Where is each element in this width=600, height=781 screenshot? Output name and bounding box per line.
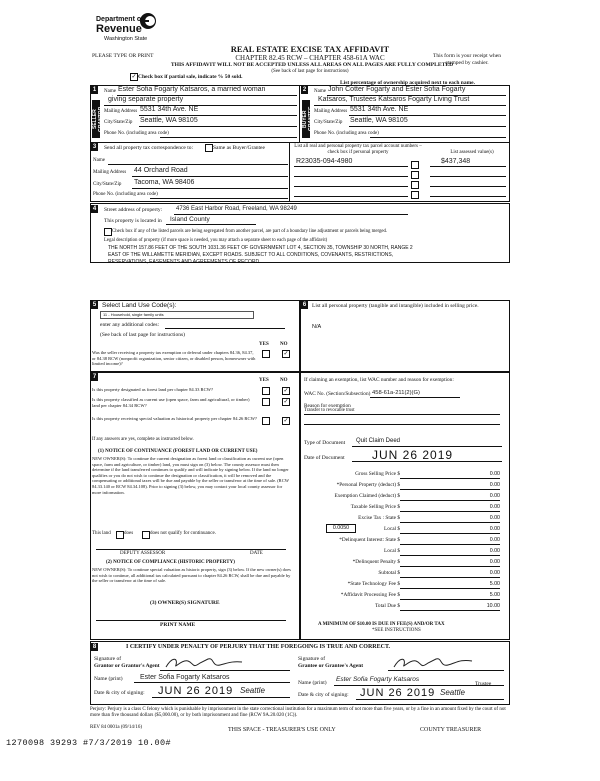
subtotal-label: Subtotal $ [378, 570, 400, 576]
notice2-text: NEW OWNER(S): To continue special valuation as historic property, sign (3) below. If the new owner(s) does not wish to continue, all additional tax calculated pursuant to chapter 84.26 RCW, shall be due and payable by the seller or transferor at the time of sale. [92, 567, 291, 584]
land-use-see-back: (See back of last page for instructions) [100, 332, 185, 338]
does-checkbox[interactable] [116, 531, 124, 539]
exemption-claimed-label: Exemption Claimed (deduct) $ [334, 493, 400, 499]
grantor-signature[interactable] [162, 655, 272, 671]
corr-name-label: Name [93, 158, 105, 163]
legal-label: Legal description of property (if more space is needed, you may attach a separate sheet to each page of the affidavit) [104, 238, 328, 243]
treasurer-space: THIS SPACE - TREASURER'S USE ONLY [228, 727, 336, 733]
form-title: REAL ESTATE EXCISE TAX AFFIDAVIT [230, 44, 390, 54]
see-back-note: (See back of last page for instructions) [271, 69, 349, 74]
print-name-label: PRINT NAME [160, 622, 196, 628]
grantor-name[interactable]: Ester Sofia Fogarty Katsaros [140, 674, 230, 681]
assessed-value[interactable]: $437,348 [441, 158, 471, 165]
local-rate-field[interactable]: 0.0050 [326, 524, 356, 533]
parcel-number[interactable]: R23035-094-4980 [296, 158, 353, 165]
personal-property-checkbox-1[interactable] [411, 161, 419, 169]
seller-name-line1[interactable]: Ester Sofia Fogarty Katsaros, a married woman [118, 86, 266, 93]
section-1-number: 1 [92, 87, 97, 93]
does-not-checkbox[interactable] [142, 531, 150, 539]
buyer-phone-label: Phone No. (including area code) [314, 131, 379, 136]
doc-date-label: Date of Document [304, 455, 345, 461]
forest-q1-no-checkbox[interactable]: ✓ [283, 388, 289, 394]
exemption-yes-checkbox[interactable] [262, 350, 270, 358]
delinquent-interest-local-value[interactable]: 0.00 [489, 548, 500, 554]
buyer-mailing-label: Mailing Address [314, 109, 348, 114]
does-not-label: does not qualify for continuance. [150, 531, 216, 536]
street-label: Street address of property: [104, 207, 163, 213]
county[interactable]: Island County [170, 216, 210, 223]
buyer-city[interactable]: Seattle, WA 98105 [350, 117, 408, 124]
grantee-name-label: Name (print) [298, 680, 327, 686]
wac-label: WAC No. (Section/Subsection) [304, 391, 371, 397]
processing-fee-value[interactable]: 5.00 [489, 592, 500, 598]
this-land-label: This land [92, 531, 111, 536]
delinquent-penalty-label: *Delinquent Penalty $ [352, 559, 400, 565]
grantor-city[interactable]: Seattle [240, 686, 265, 695]
form-chapter: CHAPTER 82.45 RCW – CHAPTER 458-61A WAC [235, 54, 385, 62]
personal-property-checkbox-4[interactable] [411, 191, 419, 199]
partial-sale-checkbox[interactable]: ✓ [131, 74, 137, 80]
agency-line1: Department of [96, 16, 144, 23]
land-use-yes-header: YES [259, 342, 269, 347]
taxable-price-label: Taxable Selling Price $ [350, 504, 400, 510]
owner-signature-label: (3) OWNER(S) SIGNATURE [150, 600, 220, 606]
forest-no-header: NO [280, 378, 288, 383]
corr-city[interactable]: Tacoma, WA 98406 [134, 179, 195, 186]
section-3-number: 3 [92, 144, 97, 150]
excise-state-label: Excise Tax : State $ [358, 515, 400, 521]
buyer-mailing[interactable]: 5531 34th Ave. NE [350, 106, 409, 113]
receipt-note: This form is your receipt when stamped by cashier. [433, 53, 501, 66]
section-2-number: 2 [302, 87, 307, 93]
personal-property-checkbox-2[interactable] [411, 171, 419, 179]
exemption-label: If claiming an exemption, list WAC number and reason for exemption: [304, 377, 454, 383]
agency-line3: Washington State [104, 36, 148, 42]
grantee-suffix: Trustee [475, 681, 492, 687]
delinquent-interest-state-label: *Delinquent Interest: State $ [339, 537, 400, 543]
grantee-city[interactable]: Seattle [440, 688, 465, 697]
land-use-code-select[interactable]: 11 - Household, single family units [100, 311, 254, 319]
reason-value[interactable]: Transfer to revocable trust [304, 408, 355, 413]
segregation-label: Check box if any of the listed parcels are being segregated from another parcel, are part of a boundary line adjustment or parcels being merged. [112, 229, 388, 234]
land-use-label: Select Land Use Code(s): [102, 302, 177, 309]
legal-line3: RESERVATIONS, EASEMENTS AND AGREEMENTS OF RECORD. [108, 259, 261, 265]
segregation-checkbox[interactable] [104, 228, 112, 236]
forest-q3: Is this property receiving special valuation as historical property per chapter 84.26 RCW? [92, 416, 257, 421]
doc-date[interactable]: JUN 26 2019 [372, 448, 454, 462]
buyer-name-line2[interactable]: Katsaros, Trustees Katsaros Fogarty Living Trust [318, 96, 470, 103]
same-as-buyer-label: Same as Buyer/Grantee [213, 145, 265, 151]
seller-name-label: Name [104, 89, 116, 94]
forest-q1: Is this property designated as forest land per chapter 84.33 RCW? [92, 387, 214, 392]
personal-property-checkbox-3[interactable] [411, 181, 419, 189]
correspondence-label: Send all property tax correspondence to: [104, 145, 194, 151]
section-6-number: 6 [302, 302, 307, 308]
forest-q1-yes-checkbox[interactable] [262, 387, 270, 395]
perjury-note: Perjury: Perjury is a class C felony which is punishable by imprisonment in the state correctional institution for a maximum term of not more than five years, or by a fine in an amount fixed by the court of not more than five thousand dollars ($5,000.00), or by both imprisonment and fine (RCW 9A.20.020 (1C)). [90, 707, 506, 718]
technology-fee-value[interactable]: 5.00 [489, 581, 500, 587]
taxable-price-value[interactable]: 0.00 [489, 504, 500, 510]
value-header: List assessed value(s) [450, 150, 494, 155]
grantee-date[interactable]: JUN 26 2019 [360, 687, 436, 699]
grantor-date[interactable]: JUN 26 2019 [158, 685, 234, 697]
ownership-note: List percentage of ownership acquired next to each name. [340, 80, 475, 86]
buyer-name-line1[interactable]: John Cotter Fogarty and Ester Sofia Fogarty [328, 86, 466, 93]
seller-mailing-label: Mailing Address [104, 109, 138, 114]
rev-number: REV 84 0001a (09/14/16) [90, 725, 142, 730]
see-instructions: *SEE INSTRUCTIONS [372, 628, 421, 633]
street-address[interactable]: 4736 East Harbor Road, Freeland, WA 98249 [176, 206, 297, 212]
delinquent-interest-state-value[interactable]: 0.00 [489, 537, 500, 543]
section-5-number: 5 [92, 302, 97, 308]
dor-logo [96, 10, 158, 50]
reason-label: Reason for exemption [304, 403, 351, 409]
forest-q2: Is this property classified as current use (open space, farm and agricultural, or timber) land per chapter 84.34 RCW? [92, 397, 250, 408]
forest-q3-yes-checkbox[interactable] [262, 417, 270, 425]
parcel-header: List all real and personal property tax parcel account numbers – check box if personal property [294, 144, 422, 155]
section-4-number: 4 [92, 206, 97, 212]
recording-stamp: 1270098 39293 #7/3/2019 10.00# [6, 738, 172, 748]
subtotal-value[interactable]: 0.00 [489, 570, 500, 576]
forest-q3-no-checkbox[interactable]: ✓ [283, 418, 289, 424]
grantor-sig-label2: Grantor or Grantor's Agent [94, 663, 160, 669]
grantee-sig-label2: Grantee or Grantee's Agent [298, 663, 364, 669]
county-treasurer: COUNTY TREASURER [420, 727, 482, 733]
exemption-no-checkbox[interactable]: ✓ [283, 351, 289, 357]
section-8-number: 8 [92, 644, 97, 650]
total-due-value[interactable]: 10.00 [486, 603, 500, 609]
legal-line2: EAST OF THE WILLAMETTE MERIDIAN, EXCEPT ROADS. SUBJECT TO ALL CONDITIONS, COVENANTS, RESTRICTIONS, [108, 252, 394, 258]
seller-side-label: SELLER GRANTOR [92, 100, 100, 138]
seller-city-label: City/State/Zip [104, 120, 133, 125]
personal-property-deduct-value[interactable]: 0.00 [489, 482, 500, 488]
notice2-title: (2) NOTICE OF COMPLIANCE (HISTORIC PROPERTY) [106, 560, 235, 565]
form-warning: THIS AFFIDAVIT WILL NOT BE ACCEPTED UNLESS ALL AREAS ON ALL PAGES ARE FULLY COMPLETED [170, 62, 454, 68]
forest-q2-no-checkbox[interactable]: ✓ [283, 399, 289, 405]
delinquent-interest-local-label: Local $ [383, 548, 400, 554]
personal-property-deduct-label: *Personal Property (deduct) $ [336, 482, 400, 488]
land-use-no-header: NO [280, 342, 288, 347]
does-label: does [124, 531, 134, 536]
grantor-name-label: Name (print) [94, 676, 123, 682]
type-or-print: PLEASE TYPE OR PRINT [92, 53, 154, 59]
certify-title: I CERTIFY UNDER PENALTY OF PERJURY THAT THE FOREGOING IS TRUE AND CORRECT. [126, 644, 391, 650]
excise-state-value[interactable]: 0.00 [489, 515, 500, 521]
corr-mailing[interactable]: 44 Orchard Road [134, 167, 188, 174]
corr-mailing-label: Mailing Address [93, 170, 127, 175]
agency-line2: Revenue [96, 23, 142, 35]
minimum-note: A MINIMUM OF $10.00 IS DUE IN FEE(S) AND/OR TAX [318, 622, 445, 627]
seller-city[interactable]: Seattle, WA 98105 [140, 117, 198, 124]
buyer-name-label: Name [314, 89, 326, 94]
additional-codes-label: enter any additional codes: [100, 322, 160, 328]
total-due-label: Total Due $ [375, 603, 400, 609]
deputy-date-label: DATE [250, 551, 263, 556]
corr-phone-label: Phone No. (including area code) [93, 192, 158, 197]
exemption-question: Was the seller receiving a property tax exemption or deferral under chapters 84.36, 84.37, or 84.38 RCW (nonprofit organization, senior citizen, or disabled person, homeowner with limited income)? [92, 350, 256, 366]
exemption-claimed-value[interactable]: 0.00 [489, 493, 500, 499]
gross-price-value[interactable]: 0.00 [489, 471, 500, 477]
forest-q2-yes-checkbox[interactable] [262, 398, 270, 406]
delinquent-penalty-value[interactable]: 0.00 [489, 559, 500, 565]
processing-fee-label: *Affidavit Processing Fee $ [340, 592, 400, 598]
forest-yes-header: YES [259, 378, 269, 383]
forest-if-yes: If any answers are yes, complete as instructed below. [92, 437, 194, 442]
doc-type-label: Type of Document [304, 440, 346, 446]
wac-number[interactable]: 458-61a-211(2)(G) [372, 390, 420, 396]
technology-fee-label: *State Technology Fee $ [347, 581, 400, 587]
seller-mailing[interactable]: 5531 34th Ave. NE [140, 106, 199, 113]
grantor-sig-label1: Signature of [94, 656, 122, 662]
personal-property-box [300, 300, 510, 372]
gross-price-label: Gross Selling Price $ [355, 471, 400, 477]
excise-local-label: Local $ [383, 526, 400, 532]
located-label: This property is located in [104, 218, 162, 224]
seller-phone-label: Phone No. (including area code) [104, 131, 169, 136]
partial-sale-label: Check box if partial sale, indicate % 50 sold. [138, 74, 243, 80]
personal-property-label: List all personal property (tangible and intangible) included in selling price. [312, 303, 479, 309]
grantor-date-label: Date & city of signing: [94, 690, 145, 696]
grantee-signature[interactable] [390, 655, 500, 671]
doc-type[interactable]: Quit Claim Deed [356, 438, 401, 444]
legal-line1: THE NORTH 157.86 FEET OF THE SOUTH 1031.36 FEET OF GOVERNMENT LOT 4, SECTION 35, TOWNSHIP 30 NORTH, RANGE 2 [108, 245, 413, 251]
notice1-text: NEW OWNER(S): To continue the current designation as forest land or classification as current use (open space, farm and agriculture, or timber) land, you must sign on (3) below. The county assessor must then determine if the land transferred continues to qualify and will indicate by signing below. If the land no longer qualifies or you do not wish to continue the designation or classification, it will be removed and the compensating or additional taxes will be due and payable by the seller or transferor at the time of sale. (RCW 84.33.140 or RCW 84.34.108). Prior to signing (3) below, you may contact your local county assessor for more information. [92, 456, 289, 495]
deputy-assessor-label: DEPUTY ASSESSOR [120, 551, 166, 556]
grantee-name[interactable]: Ester Sofia Fogarty Katsaros [336, 676, 420, 683]
seller-name-line2[interactable]: giving separate property [108, 96, 184, 103]
personal-property-value[interactable]: N/A [312, 324, 322, 330]
same-as-buyer-checkbox[interactable] [205, 144, 213, 152]
buyer-city-label: City/State/Zip [314, 120, 343, 125]
notice1-title: (1) NOTICE OF CONTINUANCE (FOREST LAND OR CURRENT USE) [98, 449, 258, 454]
excise-local-value[interactable]: 0.00 [489, 526, 500, 532]
grantee-date-label: Date & city of signing: [298, 692, 349, 698]
corr-city-label: City/State/Zip [93, 182, 122, 187]
section-7-number: 7 [92, 374, 97, 380]
grantee-sig-label1: Signature of [298, 656, 326, 662]
buyer-side-label: BUYER GRANTEE [302, 100, 310, 138]
